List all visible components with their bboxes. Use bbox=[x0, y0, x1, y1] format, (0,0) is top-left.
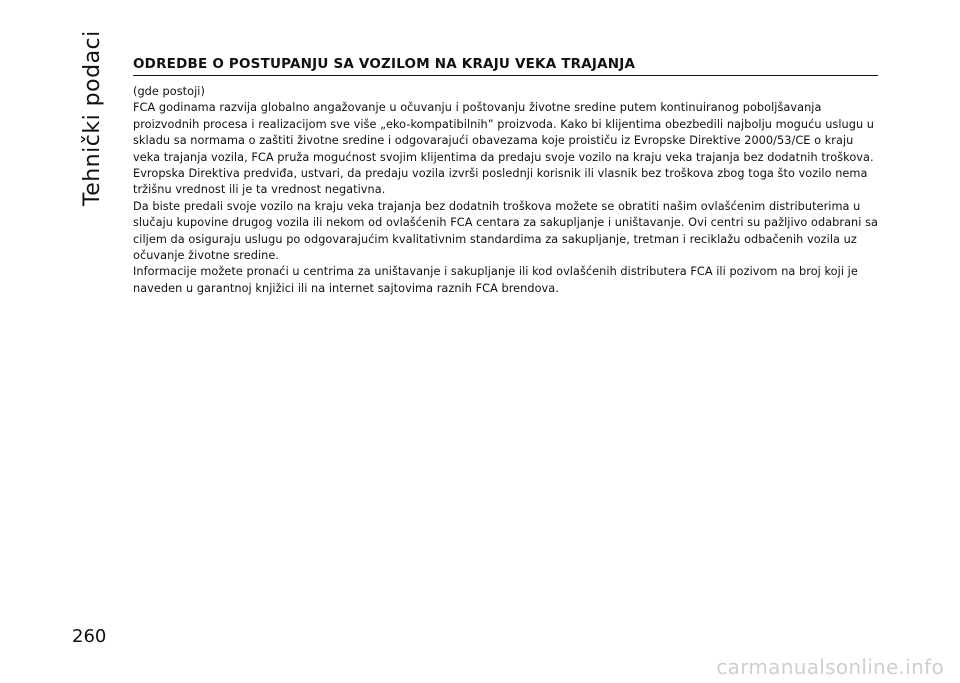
paragraph-note: (gde postoji) bbox=[133, 85, 205, 98]
article bbox=[133, 56, 878, 297]
watermark-text: carmanualsonline.info bbox=[716, 655, 944, 679]
paragraph-info: Informacije možete pronaći u centrima za uništavanje i sakupljanje ili kod ovlašćenih distributera FCA ili pozivom na broj koji je naveden u garantnoj knjižici ili na internet sajtovima raznih FCA brendova. bbox=[133, 265, 858, 295]
paragraph-handover: Da biste predali svoje vozilo na kraju veka trajanja bez dodatnih troškova možete se obratiti našim ovlašćenim distributerima u slučaju kupovine drugog vozila ili nekom od ovlašćenih FCA centara za sakupljanje i uništavanje. Ovi centri su pažljivo odabrani sa ciljem da osiguraju uslugu po odgovarajućim kvalitativnim standardima za sakupljanje, tretman i reciklažu odbačenih vozila uz očuvanje životne sredine. bbox=[133, 199, 878, 263]
article-heading: ODREDBE O POSTUPANJU SA VOZILOM NA KRAJU VEKA TRAJANJA bbox=[133, 56, 878, 76]
page-number: 260 bbox=[72, 626, 107, 647]
paragraph-intro: FCA godinama razvija globalno angažovanje u očuvanju i poštovanju životne sredine putem kontinuiranog poboljšavanja proizvodnih procesa i realizacijom sve više „eko-kompatibilnih” proizvoda. Kako bi klijentima obezbedili najbolju moguću uslugu u skladu sa normama o zaštiti životne sredine i odgovarajući obavezama koje proističu iz Evropske Direktive 2000/53/CE o kraju veka trajanja vozila, FCA pruža mogućnost svojim klijentima da predaju svoje vozilo na kraju veka trajanja bez dodatnih troškova. Evropska Direktiva predviđa, ustvari, da predaju vozila izvrši poslednji korisnik ili vlasnik bez troškova zbog toga što vozilo nema tržišnu vrednost ili je ta vrednost negativna. bbox=[133, 101, 875, 197]
section-title-vertical: Tehnički podaci bbox=[80, 30, 105, 206]
